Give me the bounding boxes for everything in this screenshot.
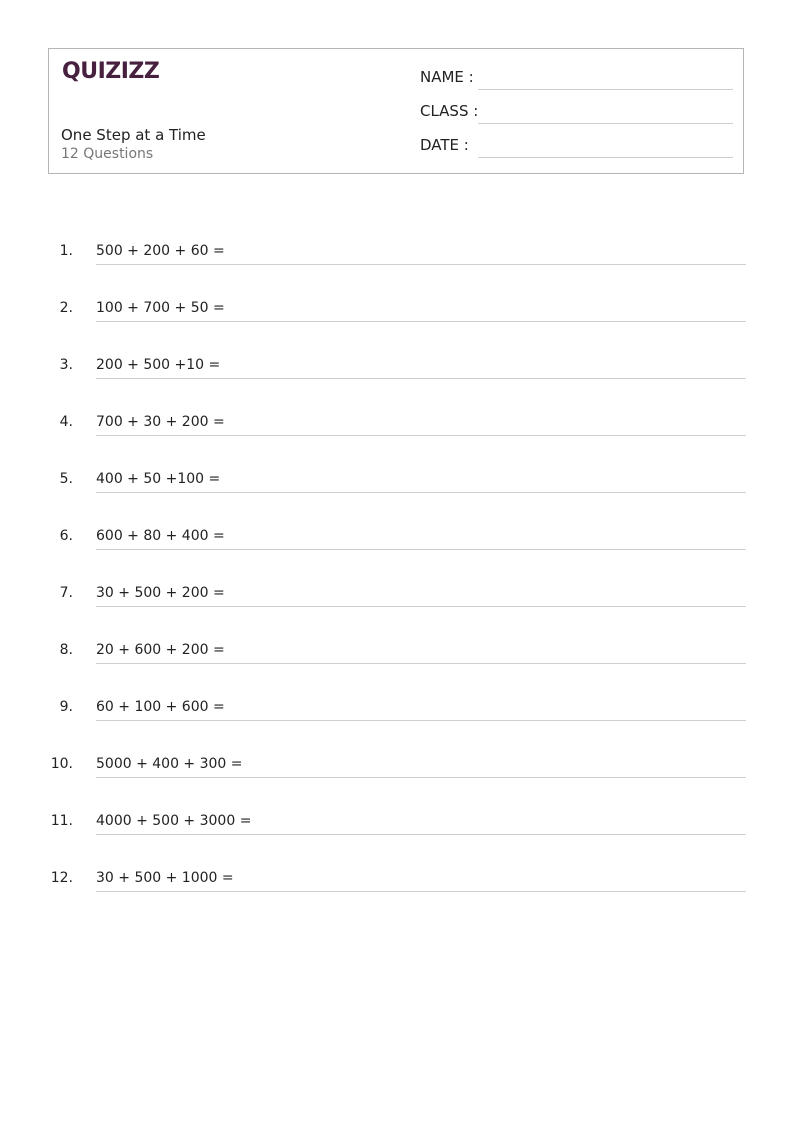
question-text: 700 + 30 + 200 = — [96, 414, 225, 430]
question-number: 8. — [59, 642, 73, 658]
question-number: 3. — [59, 357, 73, 373]
question-text: 200 + 500 +10 = — [96, 357, 221, 373]
question-number: 1. — [59, 243, 73, 259]
question-number: 11. — [50, 813, 73, 829]
answer-line[interactable] — [96, 720, 746, 721]
answer-line[interactable] — [96, 378, 746, 379]
question-text: 60 + 100 + 600 = — [96, 699, 225, 715]
question-number: 7. — [59, 585, 73, 601]
answer-line[interactable] — [96, 777, 746, 778]
question-text: 500 + 200 + 60 = — [96, 243, 225, 259]
answer-line[interactable] — [96, 549, 746, 550]
class-label: CLASS : — [420, 102, 479, 120]
question-count: 12 Questions — [61, 146, 154, 162]
answer-line[interactable] — [96, 321, 746, 322]
answer-line[interactable] — [96, 891, 746, 892]
question-text: 400 + 50 +100 = — [96, 471, 221, 487]
answer-line[interactable] — [96, 264, 746, 265]
date-label: DATE : — [420, 136, 469, 154]
quizizz-logo: QUIZIZZ — [62, 59, 160, 84]
question-text: 600 + 80 + 400 = — [96, 528, 225, 544]
question-text: 5000 + 400 + 300 = — [96, 756, 243, 772]
question-number: 9. — [59, 699, 73, 715]
question-number: 5. — [59, 471, 73, 487]
date-field[interactable] — [478, 157, 733, 158]
question-text: 20 + 600 + 200 = — [96, 642, 225, 658]
name-label: NAME : — [420, 68, 474, 86]
question-text: 4000 + 500 + 3000 = — [96, 813, 252, 829]
question-number: 2. — [59, 300, 73, 316]
answer-line[interactable] — [96, 663, 746, 664]
question-text: 30 + 500 + 200 = — [96, 585, 225, 601]
answer-line[interactable] — [96, 435, 746, 436]
class-field[interactable] — [478, 123, 733, 124]
question-text: 100 + 700 + 50 = — [96, 300, 225, 316]
question-number: 10. — [50, 756, 73, 772]
name-field[interactable] — [478, 89, 733, 90]
question-text: 30 + 500 + 1000 = — [96, 870, 234, 886]
answer-line[interactable] — [96, 834, 746, 835]
answer-line[interactable] — [96, 492, 746, 493]
worksheet-header — [48, 48, 744, 174]
question-number: 12. — [50, 870, 73, 886]
answer-line[interactable] — [96, 606, 746, 607]
question-number: 4. — [59, 414, 73, 430]
worksheet-title: One Step at a Time — [61, 126, 206, 144]
question-number: 6. — [59, 528, 73, 544]
